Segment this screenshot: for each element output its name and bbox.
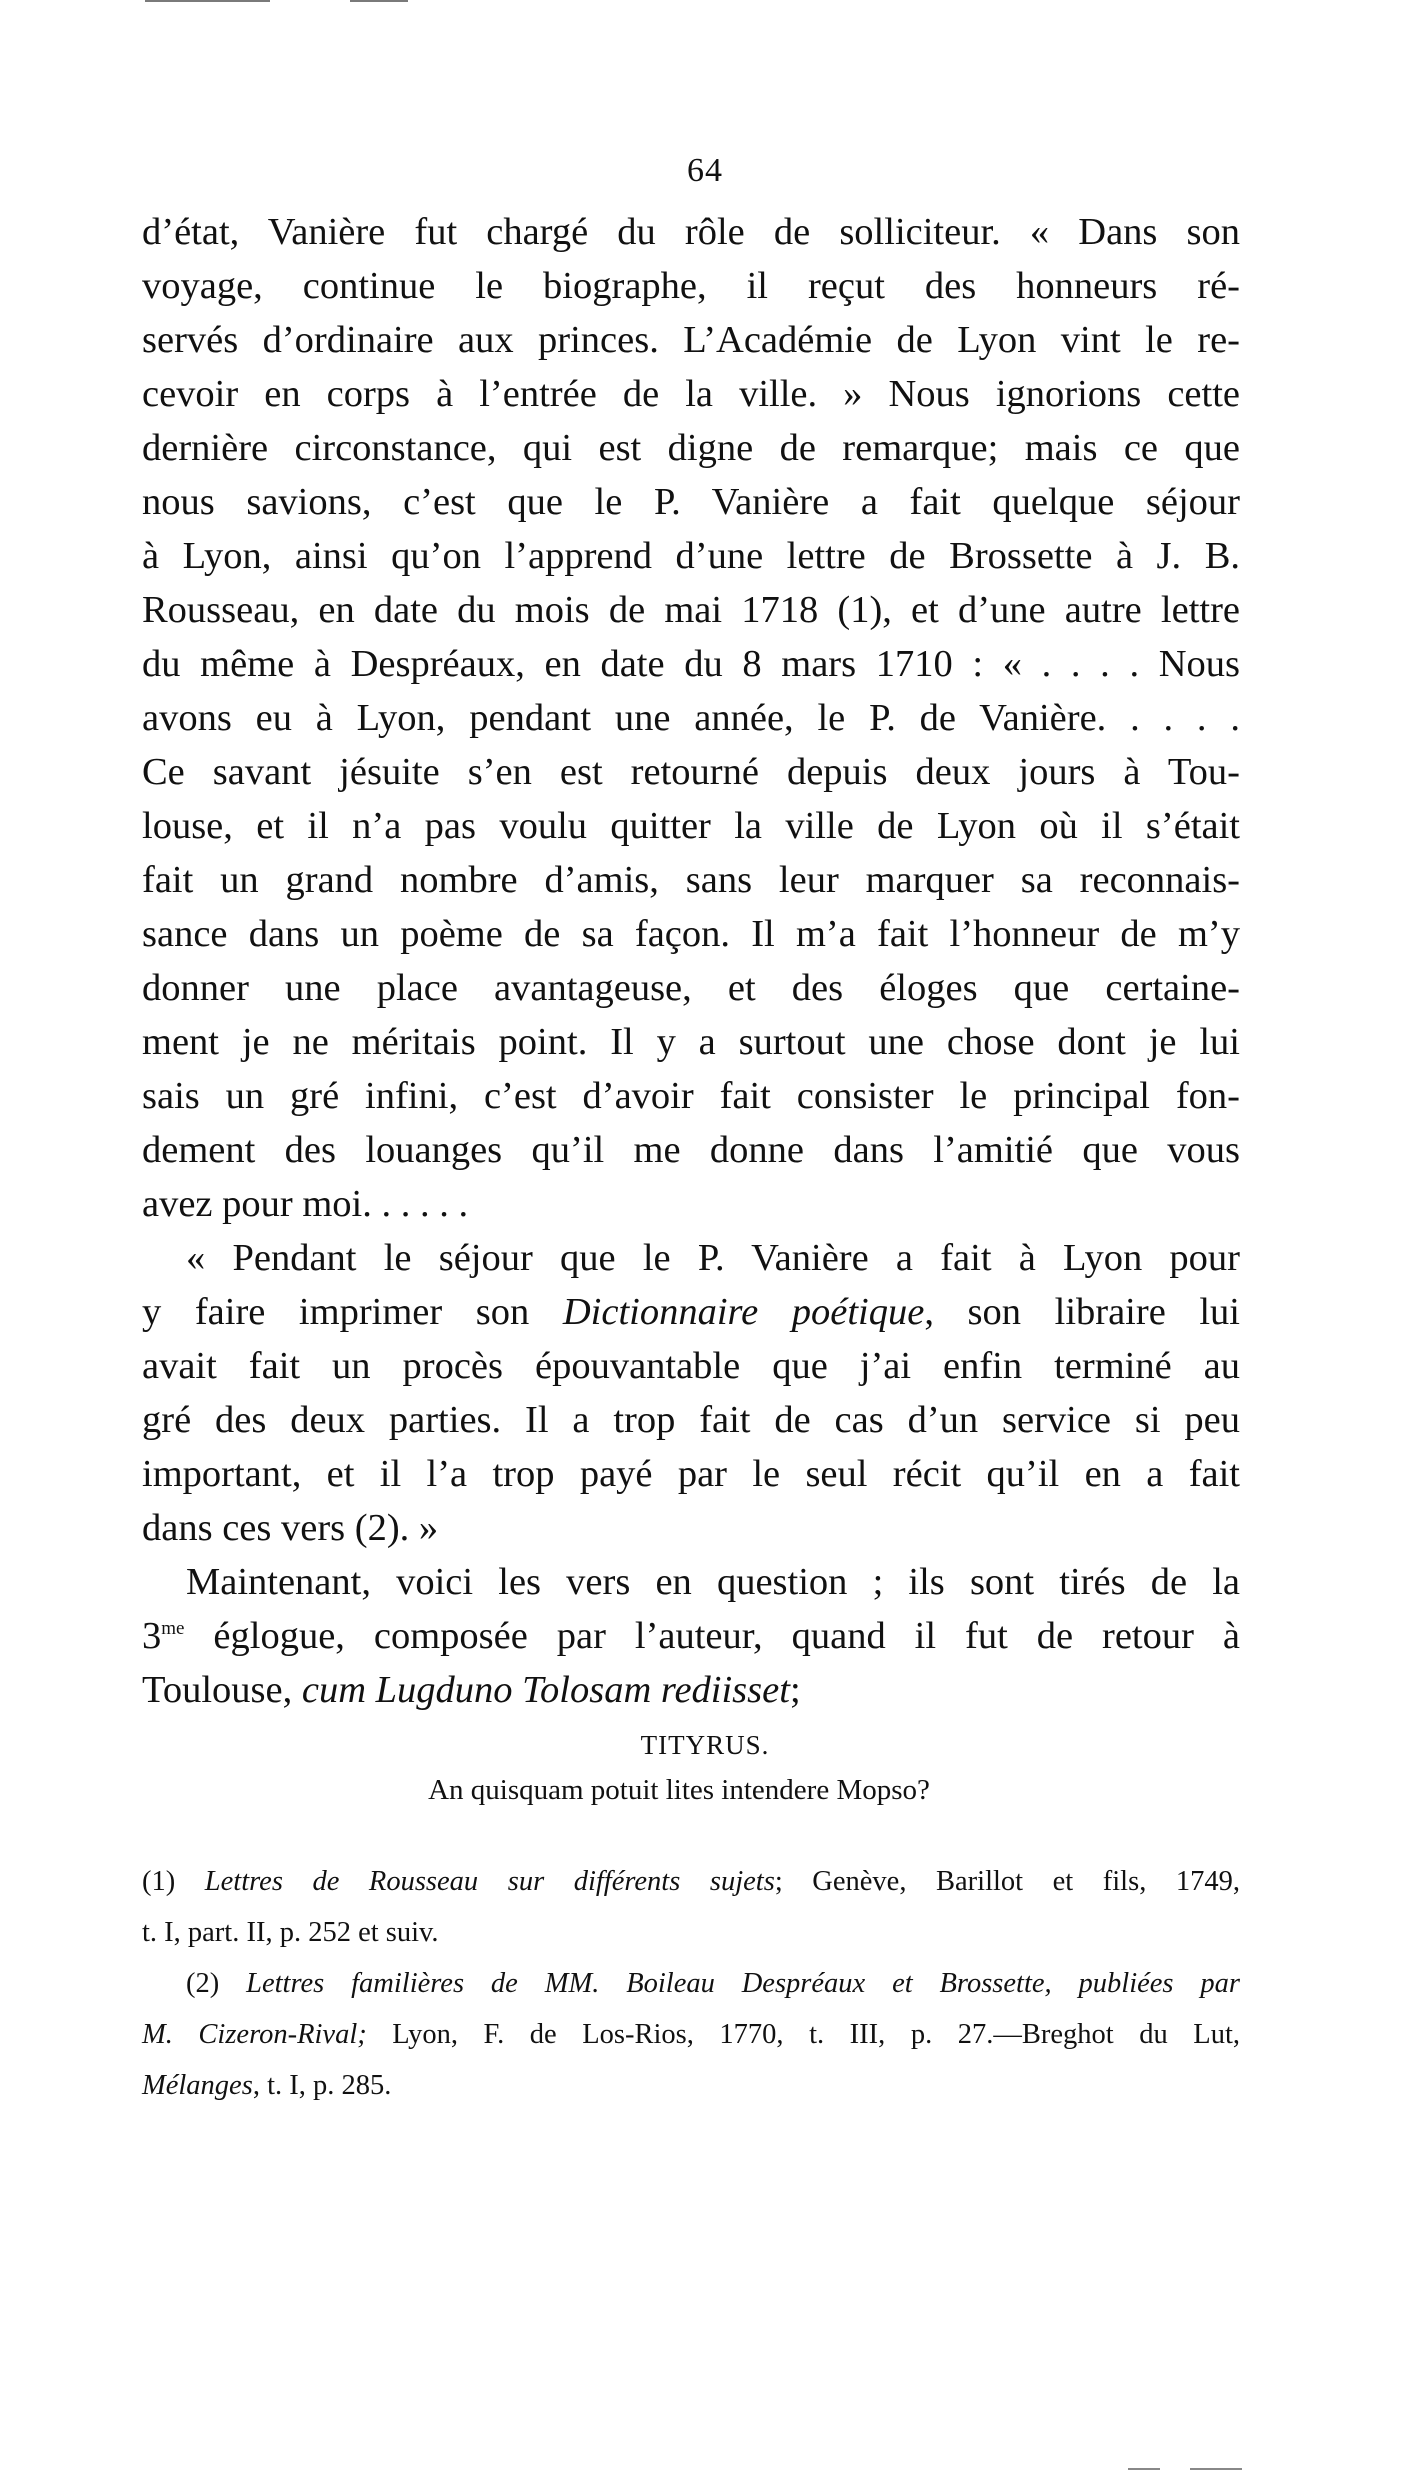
text-run: , son libraire lui [924, 1291, 1241, 1333]
text-line [142, 1609, 1240, 1663]
footnotes [142, 1856, 1240, 2111]
text-line: servés d’ordinaire aux princes. L’Académie de Lyon vint le re- [142, 319, 1240, 361]
text-line: du même à Despréaux, en date du 8 mars 1710 : « . . . . Nous [142, 643, 1240, 685]
text-line: avons eu à Lyon, pendant une année, le P. de Vanière. . . . . [142, 697, 1240, 739]
text-line: « Pendant le séjour que le P. Vanière a fait à Lyon pour [186, 1237, 1240, 1279]
ordinal-suffix: me [161, 1618, 185, 1639]
text-line: donner une place avantageuse, et des éloges que certaine- [142, 967, 1240, 1009]
footnote-2-end [142, 2060, 1240, 2111]
footnote-title: Mélanges [142, 2070, 253, 2101]
verse-text: An quisquam potuit lites intendere Mopso? [428, 1774, 930, 1806]
text-line: d’état, Vanière fut chargé du rôle de solliciteur. « Dans son [142, 211, 1240, 253]
top-rule-right [350, 0, 408, 2]
text-run: Lyon, F. de Los-Rios, 1770, t. III, p. 27.—Breghot du Lut, [366, 2019, 1240, 2050]
footnote-2 [142, 1958, 1240, 2009]
footnote-title: Lettres de Rousseau sur différents sujets [204, 1866, 775, 1897]
text-line: dans ces vers (2). » [142, 1507, 439, 1549]
top-rule-left [145, 0, 270, 2]
book-title: Dictionnaire poétique [562, 1291, 925, 1333]
text-run: y faire imprimer son [142, 1291, 563, 1333]
text-line [142, 1663, 1240, 1717]
footnote-marker: (1) [142, 1866, 205, 1897]
text-line: sance dans un poème de sa façon. Il m’a fait l’honneur de m’y [142, 913, 1240, 955]
verse-line [0, 1774, 1410, 1807]
text-line: Rousseau, en date du mois de mai 1718 (1), et d’une autre lettre [142, 589, 1240, 631]
text-line: à Lyon, ainsi qu’on l’apprend d’une lettre de Brossette à J. B. [142, 535, 1240, 577]
text-run: ; Genève, Barillot et fils, 1749, [774, 1866, 1241, 1897]
text-run: ; [789, 1669, 801, 1711]
text-run: , t. I, p. 285. [252, 2070, 392, 2101]
main-text [142, 205, 1240, 1717]
footnote-1-continued: t. I, part. II, p. 252 et suiv. [142, 1917, 439, 1948]
text-line: Maintenant, voici les vers en question ; ils sont tirés de la [186, 1561, 1240, 1603]
text-run: Toulouse, [142, 1669, 302, 1711]
ordinal-number: 3 [142, 1615, 162, 1657]
footnote-title: Lettres familières de MM. Boileau Despréaux et Brossette, publiées par [246, 1968, 1240, 1999]
text-line: dement des louanges qu’il me donne dans l’amitié que vous [142, 1129, 1240, 1171]
text-line: important, et il l’a trop payé par le seul récit qu’il en a fait [142, 1453, 1240, 1495]
text-line: avait fait un procès épouvantable que j’ai enfin terminé au [142, 1345, 1240, 1387]
page-number: 64 [687, 152, 723, 189]
text-line: louse, et il n’a pas voulu quitter la ville de Lyon où il s’était [142, 805, 1240, 847]
footnote-1 [142, 1856, 1240, 1907]
text-line: sais un gré infini, c’est d’avoir fait consister le principal fon- [142, 1075, 1240, 1117]
footnote-marker: (2) [186, 1968, 247, 1999]
text-line: dernière circonstance, qui est digne de remarque; mais ce que [142, 427, 1240, 469]
text-line [142, 1285, 1240, 1339]
footnote-2-continued [142, 2009, 1240, 2060]
verse-speaker: TITYRUS. [640, 1730, 770, 1760]
text-line: nous savions, c’est que le P. Vanière a fait quelque séjour [142, 481, 1240, 523]
text-run: églogue, composée par l’auteur, quand il fut de retour à [184, 1615, 1240, 1657]
text-line: gré des deux parties. Il a trop fait de cas d’un service si peu [142, 1399, 1240, 1441]
text-line: avez pour moi. . . . . . [142, 1183, 469, 1225]
latin-phrase: cum Lugduno Tolosam rediisset [301, 1669, 790, 1711]
text-line: ment je ne méritais point. Il y a surtout une chose dont je lui [142, 1021, 1240, 1063]
text-line: voyage, continue le biographe, il reçut des honneurs ré- [142, 265, 1240, 307]
text-line: fait un grand nombre d’amis, sans leur marquer sa reconnais- [142, 859, 1240, 901]
bottom-rule-left [1128, 2468, 1160, 2470]
text-line: Ce savant jésuite s’en est retourné depuis deux jours à Tou- [142, 751, 1240, 793]
bottom-rule-right [1190, 2468, 1242, 2470]
footnote-editor: M. Cizeron-Rival; [142, 2019, 367, 2050]
text-line: cevoir en corps à l’entrée de la ville. » Nous ignorions cette [142, 373, 1240, 415]
